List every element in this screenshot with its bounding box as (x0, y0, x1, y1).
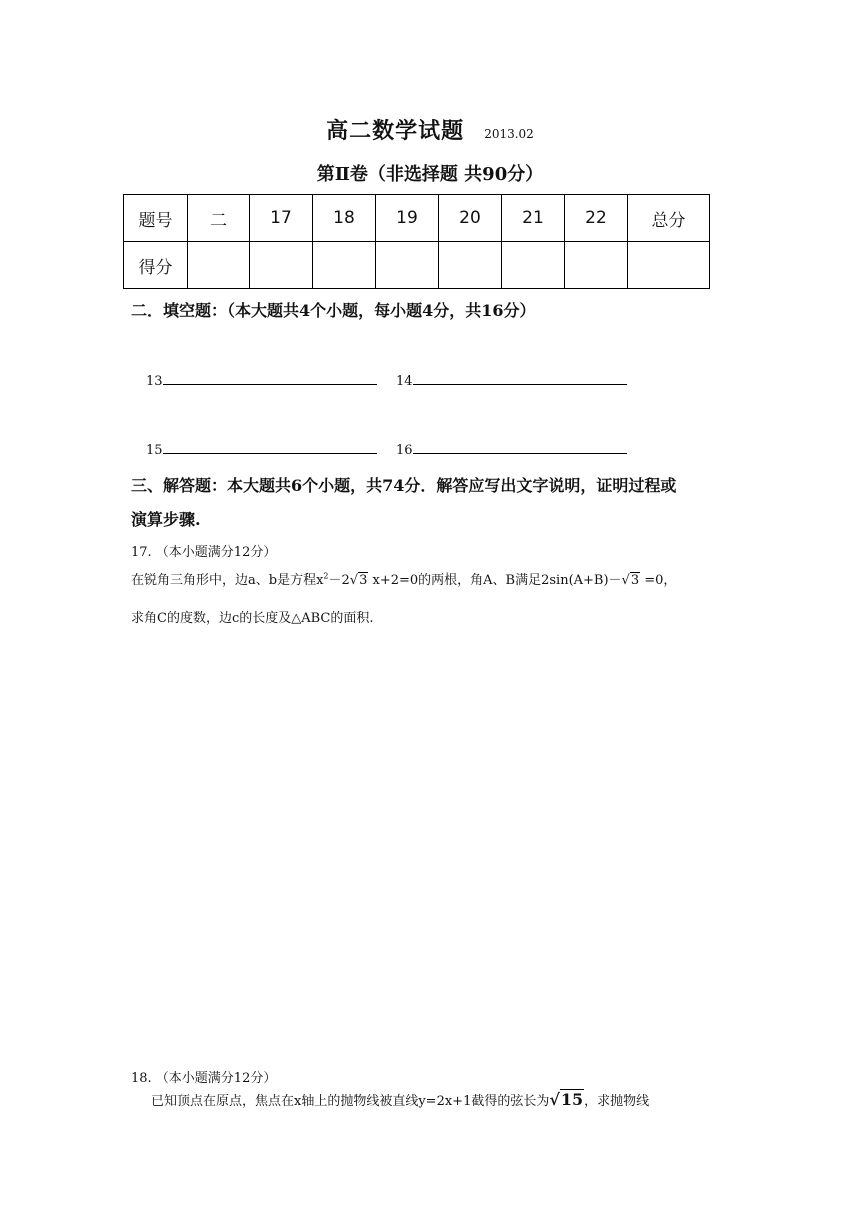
score-cell[interactable] (439, 242, 502, 289)
sqrt-symbol: √15 (549, 1090, 584, 1109)
q18-line1 (151, 1090, 649, 1109)
fill-in-heading: 二．填空题：（本大题共4个小题，每小题4分，共16分） (131, 301, 536, 320)
blank-number: 14 (396, 374, 413, 389)
answer-line[interactable] (163, 441, 377, 454)
score-cell[interactable] (565, 242, 628, 289)
q17-text: =0， (640, 573, 677, 588)
blank-number: 15 (146, 443, 163, 458)
score-cell[interactable] (250, 242, 313, 289)
exponent: 2 (323, 571, 329, 581)
section-subtitle: 第Ⅱ卷（非选择题 共90分） (316, 164, 544, 185)
radicand: 15 (560, 1090, 584, 1109)
q18-text: ，求抛物线 (584, 1094, 650, 1109)
sqrt-symbol: √3 (621, 573, 640, 588)
table-cell: 二 (188, 195, 250, 242)
answer-line[interactable] (413, 441, 627, 454)
score-cell[interactable] (376, 242, 439, 289)
blank-16 (396, 441, 627, 458)
q17-header: 17. （本小题满分12分） (131, 545, 277, 560)
blank-number: 16 (396, 443, 413, 458)
table-cell: 20 (439, 195, 502, 242)
score-table (123, 194, 710, 289)
solution-heading-line1: 三、解答题：本大题共6个小题，共74分．解答应写出文字说明，证明过程或 (131, 476, 677, 495)
table-cell: 18 (313, 195, 376, 242)
sqrt-symbol: √3 (349, 573, 368, 588)
exam-title-block (0, 114, 860, 145)
exam-date: 2013.02 (484, 127, 534, 141)
score-table-row-header (124, 195, 710, 242)
radicand: 3 (359, 573, 368, 588)
table-cell: 题号 (124, 195, 188, 242)
q17-text: 在锐角三角形中，边a、b是方程x (131, 573, 324, 588)
blank-15 (146, 441, 377, 458)
blank-13 (146, 372, 377, 389)
score-cell[interactable] (313, 242, 376, 289)
table-cell: 总分 (628, 195, 710, 242)
q17-line1 (131, 569, 676, 588)
score-cell[interactable] (502, 242, 565, 289)
answer-line[interactable] (163, 372, 377, 385)
score-cell[interactable] (188, 242, 250, 289)
exam-title: 高二数学试题 (326, 118, 465, 144)
radicand: 3 (630, 573, 640, 588)
q18-header: 18. （本小题满分12分） (131, 1071, 277, 1086)
answer-line[interactable] (413, 372, 627, 385)
blank-number: 13 (146, 374, 163, 389)
q17-text: －2 (328, 573, 350, 588)
q17-text: x+2=0的两根，角A、B满足2sin(A+B)－ (368, 573, 622, 588)
q18-text: 已知顶点在原点，焦点在x轴上的抛物线被直线y=2x+1截得的弦长为 (151, 1094, 550, 1109)
table-cell: 19 (376, 195, 439, 242)
blank-14 (396, 372, 627, 389)
score-table-row-scores (124, 242, 710, 289)
table-cell: 22 (565, 195, 628, 242)
table-cell: 17 (250, 195, 313, 242)
table-cell: 得分 (124, 242, 188, 289)
score-cell[interactable] (628, 242, 710, 289)
q17-line2: 求角C的度数，边c的长度及△ABC的面积. (131, 611, 374, 626)
table-cell: 21 (502, 195, 565, 242)
solution-heading-line2: 演算步骤. (131, 510, 201, 529)
